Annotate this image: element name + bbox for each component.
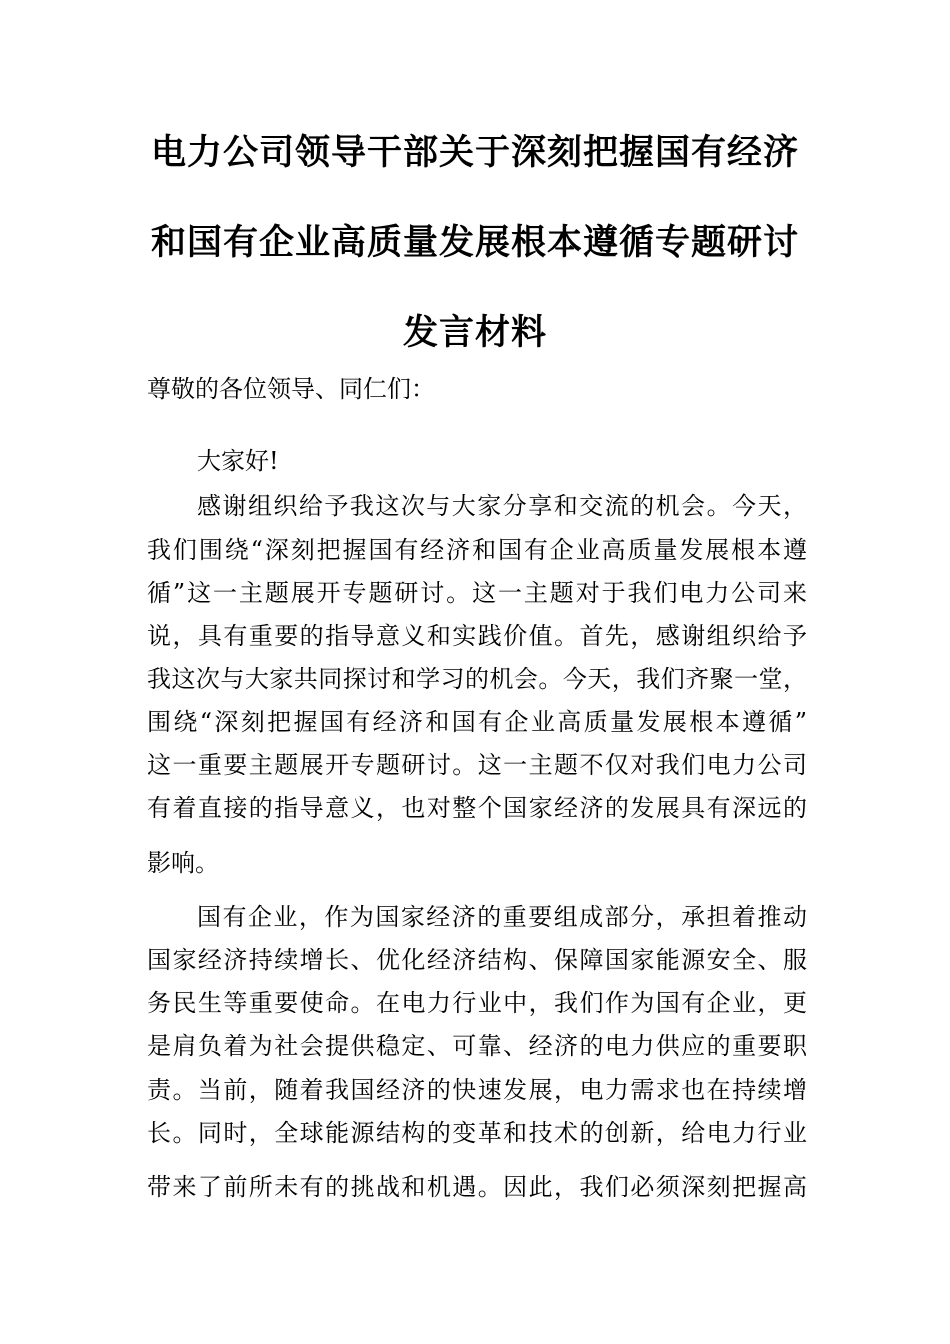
paragraph1-line: 我这次与大家共同探讨和学习的机会。今天，我们齐聚一堂， (147, 665, 807, 693)
paragraph1-line: 影响。 (147, 849, 219, 877)
paragraph2-line: 国有企业，作为国家经济的重要组成部分，承担着推动 (197, 903, 807, 931)
document-title-line-3: 发言材料 (402, 313, 547, 353)
paragraph1-line: 有着直接的指导意义，也对整个国家经济的发展具有深远的 (147, 794, 807, 822)
paragraph1-line: 说，具有重要的指导意义和实践价值。首先，感谢组织给予 (147, 622, 807, 650)
document-title-line-1: 电力公司领导干部关于深刻把握国有经济 (150, 133, 799, 173)
paragraph2-line: 长。同时，全球能源结构的变革和技术的创新，给电力行业 (147, 1119, 807, 1147)
paragraph1-line: 围绕“深刻把握国有经济和国有企业高质量发展根本遵循” (147, 708, 807, 736)
paragraph2-line: 务民生等重要使命。在电力行业中，我们作为国有企业，更 (147, 989, 807, 1017)
salutation: 尊敬的各位领导、同仁们： (147, 375, 435, 403)
paragraph1-line: 这一重要主题展开专题研讨。这一主题不仅对我们电力公司 (147, 751, 807, 779)
greeting: 大家好! (197, 447, 279, 475)
paragraph2-line: 带来了前所未有的挑战和机遇。因此，我们必须深刻把握高 (147, 1173, 807, 1201)
paragraph1-line: 感谢组织给予我这次与大家分享和交流的机会。今天， (197, 492, 807, 520)
paragraph2-line: 是肩负着为社会提供稳定、可靠、经济的电力供应的重要职 (147, 1032, 807, 1060)
paragraph2-line: 国家经济持续增长、优化经济结构、保障国家能源安全、服 (147, 946, 807, 974)
paragraph2-line: 责。当前，随着我国经济的快速发展，电力需求也在持续增 (147, 1076, 807, 1104)
paragraph1-line: 循”这一主题展开专题研讨。这一主题对于我们电力公司来 (147, 579, 807, 607)
document-title-line-2: 和国有企业高质量发展根本遵循专题研讨 (150, 223, 799, 263)
paragraph1-line: 我们围绕“深刻把握国有经济和国有企业高质量发展根本遵 (147, 536, 807, 564)
